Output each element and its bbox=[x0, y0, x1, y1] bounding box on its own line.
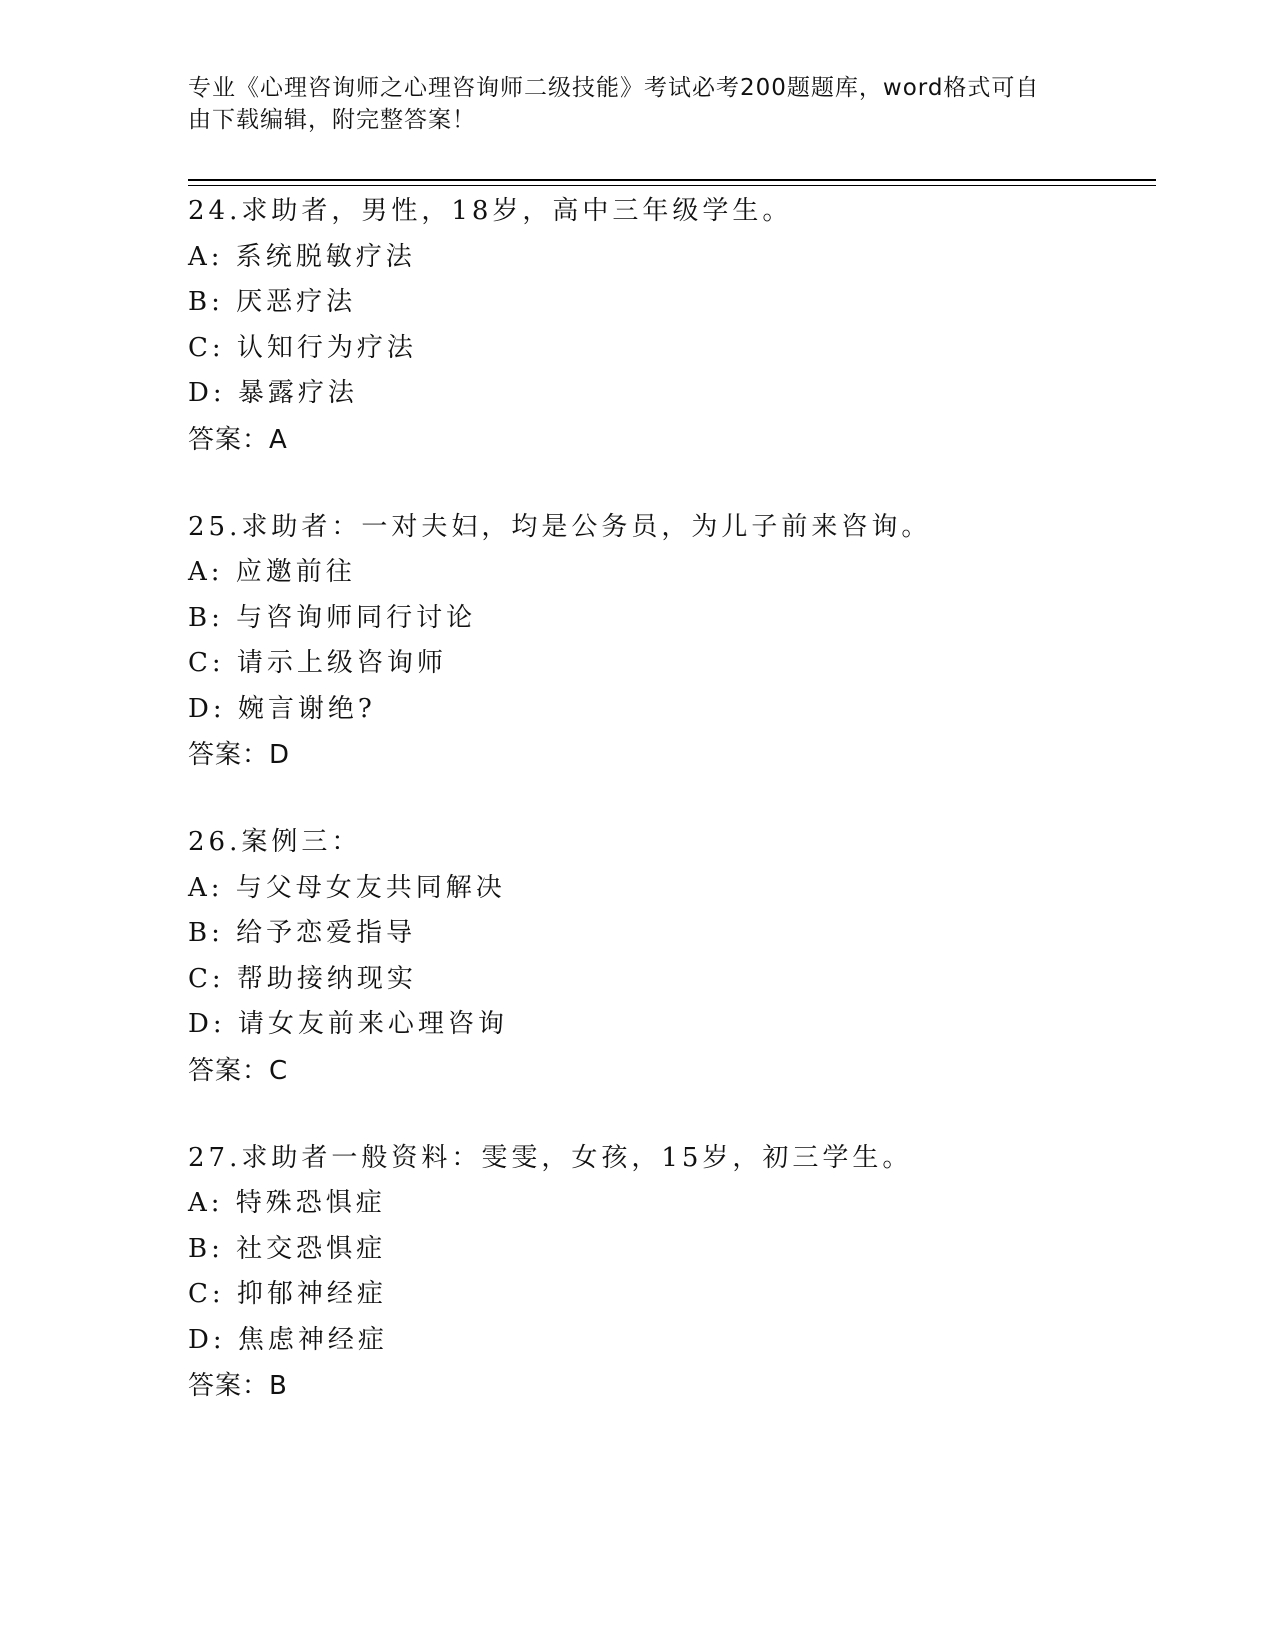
question-stem: 24.求助者，男性，18岁，高中三年级学生。 bbox=[188, 196, 793, 226]
question-list bbox=[188, 189, 1156, 1451]
answer-line: 答案：A bbox=[188, 424, 288, 455]
option-d: D: 请女友前来心理咨询 bbox=[188, 1009, 508, 1039]
document-header bbox=[188, 72, 1078, 136]
option-c: C: 请示上级咨询师 bbox=[188, 648, 447, 678]
option-b: B: 给予恋爱指导 bbox=[188, 918, 417, 948]
answer-line: 答案：B bbox=[188, 1371, 288, 1401]
answer-line: 答案：D bbox=[188, 740, 291, 770]
option-c: C: 抑郁神经症 bbox=[188, 1279, 387, 1309]
option-b: B: 厌恶疗法 bbox=[188, 287, 357, 317]
question-stem: 26.案例三： bbox=[188, 827, 362, 857]
answer-line: 答案：C bbox=[188, 1055, 289, 1086]
header-line-2: 由下载编辑，附完整答案！ bbox=[188, 107, 476, 133]
question-26 bbox=[188, 820, 1156, 1094]
option-a: A: 系统脱敏疗法 bbox=[188, 241, 416, 272]
option-d: D: 婉言谢绝? bbox=[188, 693, 376, 724]
option-d: D: 焦虑神经症 bbox=[188, 1324, 388, 1355]
option-b: B: 与咨询师同行讨论 bbox=[188, 602, 477, 633]
question-stem: 27.求助者一般资料：雯雯，女孩，15岁，初三学生。 bbox=[188, 1142, 913, 1173]
option-a: A: 应邀前往 bbox=[188, 557, 356, 587]
option-b: B: 社交恐惧症 bbox=[188, 1233, 387, 1264]
option-d: D: 暴露疗法 bbox=[188, 378, 358, 408]
option-a: A: 与父母女友共同解决 bbox=[188, 872, 506, 903]
question-stem: 25.求助者：一对夫妇，均是公务员，为儿子前来咨询。 bbox=[188, 511, 932, 542]
header-divider-thin bbox=[188, 185, 1156, 186]
option-a: A: 特殊恐惧症 bbox=[188, 1188, 386, 1218]
question-25 bbox=[188, 505, 1156, 779]
header-line-1: 专业《心理咨询师之心理咨询师二级技能》考试必考200题题库，word格式可自 bbox=[188, 75, 1040, 101]
question-27 bbox=[188, 1136, 1156, 1410]
option-c: C: 帮助接纳现实 bbox=[188, 963, 417, 994]
option-c: C: 认知行为疗法 bbox=[188, 332, 417, 363]
question-24 bbox=[188, 189, 1156, 463]
header-divider-thick bbox=[188, 179, 1156, 181]
